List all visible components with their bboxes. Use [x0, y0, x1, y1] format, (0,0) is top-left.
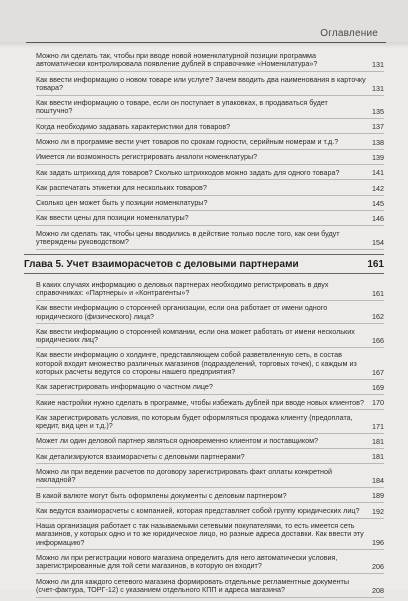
toc-entry-question: Как детализируются взаиморасчеты с деловыми партнерами?: [36, 451, 245, 461]
toc-list-bottom: [36, 281, 384, 598]
toc-entry-page: 161: [372, 288, 384, 298]
toc-entry-question: Наша организация работает с так называемыми сетевыми покупателями, то есть имеется сеть магазинов, у которых одно и то же юридическое лицо, но разные адреса доставки. Как ввести эту информацию?: [36, 521, 364, 547]
toc-entry: [36, 281, 384, 301]
toc-entry-page: 166: [372, 335, 384, 345]
page-top-shadow: [0, 0, 408, 48]
toc-entry-question: Как ввести информацию о сторонней компании, если она может работать от имени нескольких юридических лиц?: [36, 326, 355, 345]
toc-entry-page: 131: [372, 83, 384, 93]
toc-entry-page: 139: [372, 152, 384, 162]
toc-entry: [36, 554, 384, 574]
toc-entry-question: Как ввести информацию о холдинге, представляющем собой разветвленную сеть, в состав которой входит множество различных магазинов (подразделений, торговых точек), с каждым из которых расчеты ведутся со стороны нашего предприятия?: [36, 350, 357, 377]
toc-entry-page: 169: [372, 382, 384, 392]
toc-entry-question: Можно ли для каждого сетевого магазина формировать отдельные регламентные документы (счет-фактура, ТОРГ-12) с указанием отдельного КПП и адреса магазина?: [36, 576, 349, 594]
chapter-title: Глава 5. Учет взаиморасчетов с деловыми партнерами: [24, 258, 299, 270]
running-header: Оглавление: [320, 28, 378, 39]
toc-entry-question: В какой валюте могут быть оформлены документы с деловым партнером?: [36, 490, 287, 500]
toc-entry-page: 206: [372, 562, 384, 571]
toc-entry: [36, 328, 384, 348]
toc-entry: [36, 184, 384, 196]
toc-entry: [36, 507, 384, 519]
toc-entry: [36, 414, 384, 434]
toc-entry-page: 137: [372, 122, 384, 132]
toc-entry-question: Как ввести информацию о новом товаре или услуге? Зачем вводить два наименования в карточку товара?: [36, 74, 366, 92]
toc-entry: [36, 578, 384, 598]
toc-entry: [36, 453, 384, 465]
toc-entry-question: Сколько цен может быть у позиции номенклатуры?: [36, 198, 208, 208]
toc-entry: [36, 169, 384, 181]
toc-entry-question: Как ввести информацию о товаре, если он поступает в упаковках, в продаваться будет поштучно?: [36, 98, 328, 116]
toc-entry-question: Как ввести цены для позиции номенклатуры?: [36, 213, 189, 223]
toc-entry-question: Можно ли при ведении расчетов по договору зарегистрировать факт оплаты конкретной накладной?: [36, 467, 333, 485]
toc-entry-page: 208: [372, 585, 384, 595]
toc-entry-page: 154: [372, 237, 384, 247]
toc-entry-question: Можно ли сделать так, чтобы цены вводились в действие только после того, как они будут утверждены руководством?: [36, 228, 340, 246]
toc-list-top: [36, 52, 384, 250]
toc-entry-page: 167: [372, 367, 384, 377]
toc-entry-page: 145: [372, 198, 384, 208]
toc-entry-question: Как задать штрихкод для товаров? Сколько штрихкодов можно задать для одного товара?: [36, 167, 340, 177]
toc-entry-question: В каких случаях информацию о деловых партнерах необходимо регистрировать в двух справочниках: «Партнеры» и «Контрагенты»?: [36, 279, 329, 297]
toc-entry-question: Когда необходимо задавать характеристики для товаров?: [36, 121, 231, 131]
toc-entry-question: Как ведутся взаиморасчеты с компанией, которая представляет собой группу юридических лиц?: [36, 505, 360, 515]
toc-entry-page: 131: [372, 59, 384, 69]
toc-entry: [36, 138, 384, 150]
chapter-heading: [24, 254, 384, 274]
toc-entry: [36, 153, 384, 165]
toc-entry-page: 181: [372, 452, 384, 462]
toc-entry: [36, 437, 384, 449]
toc-entry: [36, 522, 384, 550]
toc-entry: [36, 468, 384, 488]
toc-entry: [36, 383, 384, 395]
toc-entry: [36, 492, 384, 504]
toc-entry-page: 162: [372, 312, 384, 322]
toc-entry: [36, 199, 384, 211]
toc-entry-page: 142: [372, 183, 384, 193]
toc-entry-question: Можно ли при регистрации нового магазина определить для него автоматически условия, зарегистрированные для той сети магазинов, в которую он входит?: [36, 553, 338, 571]
toc-entry: [36, 76, 384, 96]
toc-entry-page: 171: [372, 421, 384, 431]
toc-entry-page: 189: [372, 491, 384, 501]
toc-entry-question: Как зарегистрировать условия, по которым будет оформляться продажа клиенту (предоплата, кредит, вид цен и т.д.)?: [36, 412, 353, 431]
toc-entry-question: Какие настройки нужно сделать в программе, чтобы избежать дублей при вводе новых клиентов?: [36, 397, 364, 407]
toc-entry-question: Как распечатать этикетки для нескольких товаров?: [36, 182, 207, 192]
toc-entry: [36, 99, 384, 119]
toc-entry: [36, 351, 384, 379]
toc-entry-question: Можно ли сделать так, чтобы при вводе новой номенклатурной позиции программа автоматически контролировала появление дублей в справочнике «Номенклатура»?: [36, 51, 318, 69]
table-of-contents: [24, 51, 384, 601]
toc-entry-page: 141: [372, 168, 384, 178]
toc-entry-page: 192: [372, 506, 384, 516]
toc-entry-page: 181: [372, 437, 384, 447]
toc-entry: [36, 230, 384, 250]
toc-entry-page: 146: [372, 214, 384, 224]
chapter-page: 161: [367, 258, 384, 270]
toc-entry-page: 170: [372, 398, 384, 408]
toc-entry: [36, 123, 384, 135]
header-rule: [26, 42, 386, 43]
toc-entry-question: Имеется ли возможность регистрировать аналоги номенклатуры?: [36, 152, 258, 162]
toc-entry-question: Можно ли в программе вести учет товаров по срокам годности, серийным номерам и т.д.?: [36, 137, 339, 147]
toc-entry: [36, 399, 384, 411]
toc-entry: [36, 52, 384, 72]
toc-entry-question: Как ввести информацию о сторонней организации, если она работает от имени одного юридического (физического) лица?: [36, 303, 328, 321]
toc-entry-page: 135: [372, 107, 384, 117]
toc-entry: [36, 214, 384, 226]
toc-entry: [36, 304, 384, 324]
toc-entry-page: 184: [372, 475, 384, 485]
toc-entry-page: 138: [372, 137, 384, 147]
toc-entry-page: 196: [372, 538, 384, 548]
toc-entry-question: Как зарегистрировать информацию о частном лице?: [36, 382, 213, 392]
toc-entry-question: Может ли один деловой партнер являться одновременно клиентом и поставщиком?: [36, 436, 319, 446]
